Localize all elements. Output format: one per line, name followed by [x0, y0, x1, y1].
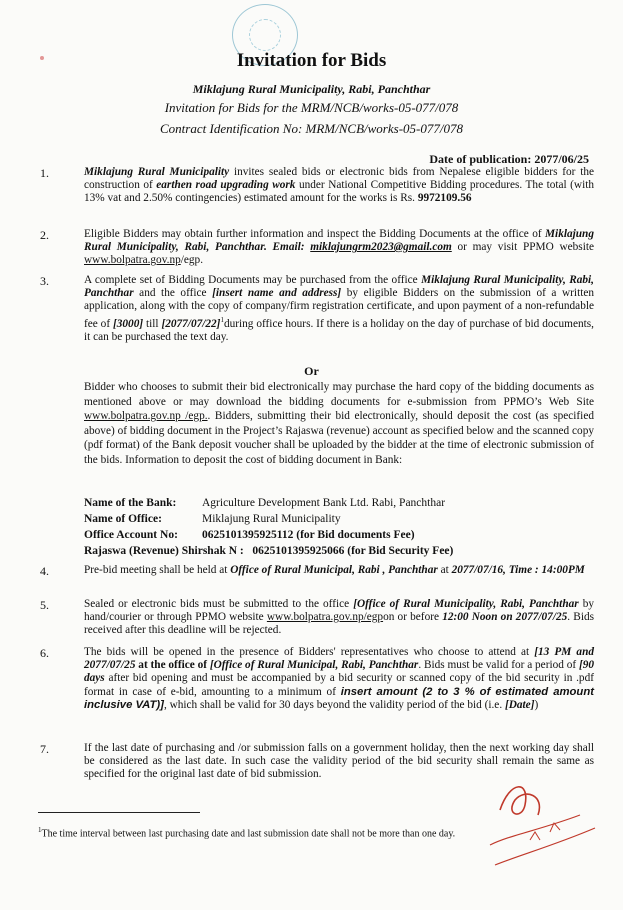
opening-time: [13 PM and 2077/07/25	[84, 646, 594, 672]
municipality-line: Miklajung Rural Municipality, Rabi, Panchthar	[192, 82, 431, 96]
paragraph-1	[84, 166, 594, 206]
text: Pre-bid meeting shall be held at	[84, 564, 231, 576]
text: )	[534, 698, 539, 711]
contract-id-line: Contract Identification No: MRM/NCB/works-05-077/078	[160, 121, 463, 136]
opening-office: [Office of Rural Municipal, Rabi, Panchthar	[209, 659, 419, 672]
bank-row-account	[84, 528, 415, 542]
item-number-1: 1.	[40, 166, 49, 180]
ppmo-website-link[interactable]: www.bolpatra.gov.np	[84, 254, 181, 267]
bank-label: Name of the Bank:	[84, 497, 177, 509]
item-number-3: 3.	[40, 274, 49, 288]
meeting-datetime: 2077/07/16, Time : 14:00PM	[451, 564, 585, 576]
text: A complete set of Bidding Documents may be purchased from the office	[84, 274, 422, 286]
rajaswa-label: Rajaswa (Revenue) Shirshak N :	[84, 545, 244, 557]
text: Sealed or electronic bids must be submitted to the office	[84, 598, 354, 610]
item-number-6: 6.	[40, 646, 49, 660]
footnote	[38, 826, 455, 839]
work-name: earthen road upgrading work	[156, 179, 296, 192]
text: /egp.	[180, 254, 204, 267]
paragraph-2	[84, 228, 594, 268]
text: or may visit PPMO website	[451, 241, 594, 254]
paragraph-4	[84, 564, 594, 577]
email-link[interactable]: miklajungrm2023@gmail.com	[310, 241, 452, 254]
page-title: Invitation for Bids	[236, 50, 387, 71]
rajaswa-value: 0625101395925066 (for Bid Security Fee)	[252, 545, 454, 557]
account-label: Office Account No:	[84, 529, 178, 541]
office-name: Miklajung Rural Municipality, Rabi, Panchthar	[84, 274, 595, 300]
municipality-name: Miklajung Rural Municipality	[84, 166, 230, 178]
item-number-5: 5.	[40, 598, 49, 612]
date-of-publication: Date of publication: 2077/06/25	[429, 152, 589, 166]
text: Bidder who chooses to submit their bid electronically may purchase the hard copy of the bidding documents as mentioned above or may download the bidding documents for e-submission from PPMO’s Web Site	[84, 381, 594, 408]
bid-security-amount: insert amount (2 to 3 % of estimated amount inclusive VAT)]	[84, 685, 594, 711]
text: . Bids received after this deadline will be rejected.	[84, 611, 594, 637]
item-number-2: 2.	[40, 228, 49, 242]
footnote-text: The time interval between last purchasing date and last submission date shall not be more than one day.	[41, 828, 456, 840]
text: Eligible Bidders may obtain further information and inspect the Bidding Documents at the office of	[84, 228, 546, 240]
text: at the office of	[135, 659, 210, 672]
bank-row-office	[84, 512, 341, 526]
footnote-ref: 1	[220, 315, 224, 324]
date-placeholder: [Date]	[504, 698, 535, 711]
signature-stamp-icon	[470, 770, 610, 880]
paragraph-3-electronic	[84, 380, 594, 468]
meeting-venue: Office of Rural Municipal, Rabi , Panchthar	[230, 564, 438, 576]
estimated-amount: 9972109.56	[417, 192, 472, 205]
or-separator: Or	[304, 364, 319, 378]
office-and-email-label: Miklajung Rural Municipality, Rabi, Panchthar. Email:	[84, 228, 594, 254]
footnote-mark: 1	[38, 826, 42, 834]
text: by eligible Bidders on the submission of a written application, along with the copy of company/firm registration certificate, and upon payment of a non-refundable fee of	[84, 287, 595, 330]
item-number-7: 7.	[40, 742, 49, 756]
paragraph-3	[84, 274, 594, 344]
text: after bid opening and must be accompanied by a bid security or scanned copy of the bid security in .pdf format in case of e-bid, amounting to a minimum of	[84, 672, 594, 698]
text: and the office	[133, 287, 213, 300]
text: The bids will be opened in the presence of Bidders' representatives who choose to attend at	[84, 646, 535, 658]
bank-row-name	[84, 496, 445, 510]
paragraph-7: If the last date of purchasing and /or submission falls on a government holiday, then the next working day shall be considered as the last date. In such case the validity period of the bid security shall remain the same as specified for the original last date of bid submission.	[84, 742, 594, 781]
ppmo-egp-link[interactable]: www.bolpatra.gov.np /egp.	[84, 410, 208, 423]
text: . Bids must be valid for a period of	[418, 659, 579, 672]
ppmo-egp-link[interactable]: www.bolpatra.gov.np/egp	[266, 611, 384, 624]
text: under National Competitive Bidding procedures. The total (with 13% vat and 2.50% contingencies) estimated amount for the works is Rs.	[84, 179, 595, 205]
validity-period: [90 days	[84, 659, 595, 685]
text: by hand/courier or through PPMO website	[84, 598, 594, 624]
placeholder-address: [insert name and address]	[212, 287, 342, 300]
paragraph-6	[84, 646, 594, 712]
text: on or before	[383, 611, 443, 624]
paragraph-5	[84, 598, 594, 638]
text: at	[437, 564, 452, 576]
office-value: Miklajung Rural Municipality	[202, 513, 341, 525]
text: . Bidders, submitting their bid electronically, should deposit the cost (as specified above) of bidding document in the Project’s Rajaswa (revenue) account as specified below and the scanned copy (pdf format) of the Bank deposit voucher shall be uploaded by the bidder at the time of electronic submission of the bids. Information to deposit the cost of bidding document in Bank:	[84, 410, 594, 466]
text: , which shall be valid for 30 days beyond the validity period of the bid (i.e.	[163, 698, 505, 711]
text: during office hours. If there is a holiday on the day of purchase of bid documents, it can be purchased the text day.	[84, 317, 594, 343]
item-number-4: 4.	[40, 564, 49, 578]
account-value: 0625101395925112 (for Bid documents Fee)	[202, 529, 415, 541]
ifb-line: Invitation for Bids for the MRM/NCB/works-05-077/078	[164, 100, 459, 115]
bank-value: Agriculture Development Bank Ltd. Rabi, Panchthar	[202, 497, 446, 509]
text: invites sealed bids or electronic bids from Nepalese eligible bidders for the construction of	[84, 166, 595, 192]
office-label: Name of Office:	[84, 513, 162, 525]
fee-amount: [3000]	[112, 317, 144, 330]
purchase-deadline: [2077/07/22]	[161, 317, 221, 330]
text: till	[143, 317, 162, 330]
footnote-divider	[38, 812, 200, 813]
bank-row-rajaswa	[84, 544, 453, 558]
submission-deadline: 12:00 Noon on 2077/07/25	[442, 611, 568, 624]
submission-office: [Office of Rural Municipality, Rabi, Panchthar	[353, 598, 579, 610]
